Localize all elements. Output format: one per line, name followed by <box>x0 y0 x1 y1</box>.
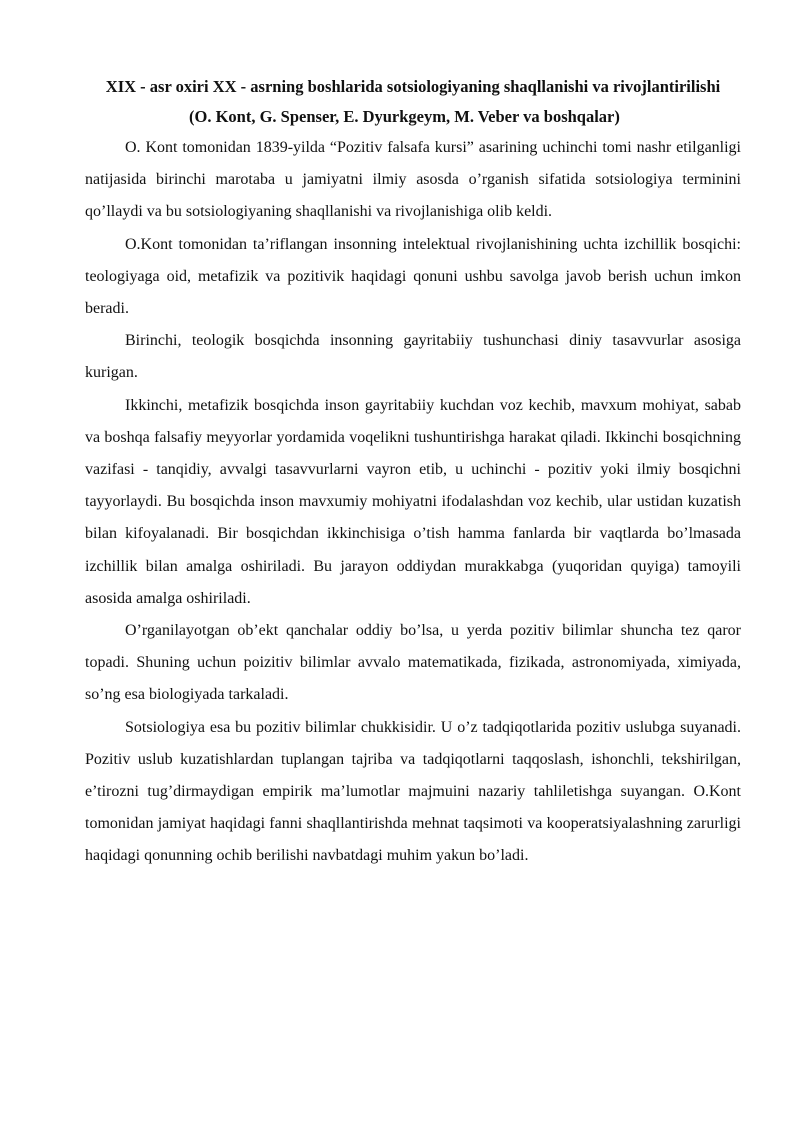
paragraph-2: O.Kont tomonidan ta’riflangan insonning intelektual rivojlanishining uchta izchillik bosqichi: teologiyaga oid, metafizik va pozitivik haqidagi qonuni ushbu savolga javob berish uchun imkon beradi. <box>85 235 741 318</box>
document-title: XIX - asr oxiri XX - asrning boshlarida sotsiologiyaning shaqllanishi va rivojlantirilishi <box>105 77 721 96</box>
paragraph-4: Ikkinchi, metafizik bosqichda inson gayritabiiy kuchdan voz kechib, mavxum mohiyat, sabab va boshqa falsafiy meyyorlar yordamida voqelikni tushuntirishga harakat qiladi. Ikkinchi bosqichning vazifasi - tanqidiy, avvalgi tasavvurlarni vayron etib, u uchinchi - pozitiv yoki ilmiy bosqichni tayyorlaydi. Bu bosqichda inson mavxumiy mohiyatni ifodalashdan voz kechib, ular ustidan kuzatish bilan kifoyalanadi. Bir bosqichdan ikkinchisiga o’tish hamma fanlarda bir vaqtlarda bo’lmasada izchillik bilan amalga oshiriladi. Bu jarayon oddiydan murakkabga (yuqoridan quyiga) tamoyili asosida amalga oshiriladi. <box>85 396 741 607</box>
document-subtitle: (O. Kont, G. Spenser, E. Dyurkgeym, M. Veber va boshqalar) <box>189 107 620 126</box>
document-page <box>85 72 741 873</box>
paragraph-3: Birinchi, teologik bosqichda insonning gayritabiiy tushunchasi diniy tasavvurlar asosiga kurigan. <box>85 332 741 382</box>
paragraph-5: O’rganilayotgan ob’ekt qanchalar oddiy bo’lsa, u yerda pozitiv bilimlar shuncha tez qaror topadi. Shuning uchun poizitiv bilimlar avvalo matematikada, fizikada, astronomiyada, ximiyada, so’ng esa biologiyada tarkaladi. <box>85 622 741 704</box>
paragraph-6: Sotsiologiya esa bu pozitiv bilimlar chukkisidir. U o’z tadqiqotlarida pozitiv uslubga suyanadi. Pozitiv uslub kuzatishlardan tuplangan tajriba va tadqiqotlarni taqqoslash, ishonchli, tekshirilgan, e’tirozni tug’dirmaydigan empirik ma’lumotlar majmuini nazariy tahliletishga suyangan. O.Kont tomonidan jamiyat haqidagi fanni shaqllantirishda mehnat taqsimoti va kooperatsiyalashning zarurligi haqidagi qonunning ochib berilishi navbatdagi muhim yakun bo’ladi. <box>85 718 741 865</box>
paragraph-1: O. Kont tomonidan 1839-yilda “Pozitiv falsafa kursi” asarining uchinchi tomi nashr etilganligi natijasida birinchi marotaba u jamiyatni ilmiy asosda o’rganish sifatida sotsiologiya terminini qo’llaydi va bu sotsiologiyaning shaqllanishi va rivojlanishiga olib keldi. <box>85 139 741 221</box>
